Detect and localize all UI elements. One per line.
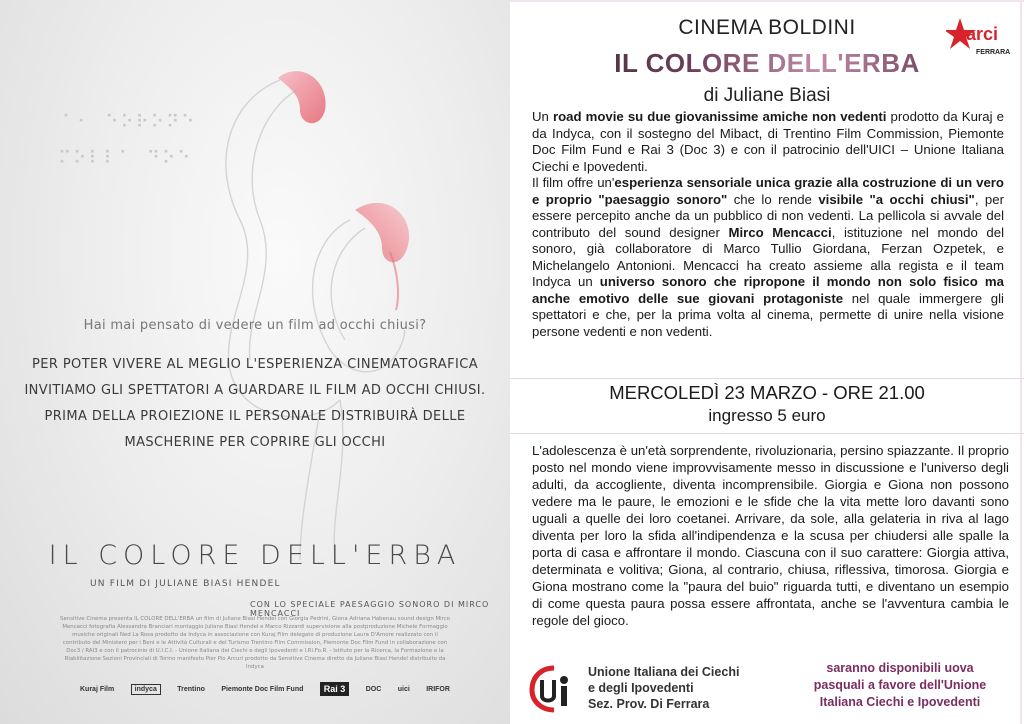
section-divider	[510, 433, 1024, 434]
easter-line: pasquali a favore dell'Unione	[813, 678, 987, 692]
film-title: IL COLORE DELL'ERBA	[510, 48, 1024, 79]
braille-text-1: ⠁⠂ ⠑⠕⠗⠕⠝⠑	[62, 112, 197, 133]
sponsor-logo: IRIFOR	[426, 685, 450, 693]
description-text: , istituzione nel mondo del sonoro, già collaboratore di Marco Tullio Giordana, Ferzan Ozpetek, e Michelangelo Antonioni. Mencacci ha creato assieme alla regista e il team Indyca un	[532, 224, 1004, 289]
uici-line: e degli Ipovedenti	[588, 681, 694, 695]
invite-line: INVITIAMO GLI SPETTATORI A GUARDARE IL FILM AD OCCHI CHIUSI.	[24, 383, 486, 398]
film-description	[532, 109, 1004, 340]
uici-line: Sez. Prov. Di Ferrara	[588, 697, 710, 711]
sponsor-logos	[80, 674, 450, 704]
invite-line: PRIMA DELLA PROIEZIONE IL PERSONALE DISTRIBUIRÀ DELLE	[44, 409, 466, 424]
film-poster	[0, 0, 510, 724]
arci-city: FERRARA	[976, 49, 1011, 56]
event-datetime: MERCOLEDÌ 23 MARZO - ORE 21.00	[609, 382, 925, 403]
poster-sound-credit: CON LO SPECIALE PAESAGGIO SONORO DI MIRCO MENCACCI	[250, 600, 490, 618]
sponsor-logo: Piemonte Doc Film Fund	[221, 685, 304, 693]
description-emphasis: road movie su due giovanissime amiche non vedenti	[552, 109, 887, 124]
description-text: nel quale immergere gli spettatori e che, per la prima volta al cinema, permette di unire nella visione persone vedenti e non vedenti.	[532, 290, 1004, 339]
sponsor-logo: Kuraj Film	[80, 685, 115, 693]
sponsor-logo: Rai 3	[320, 682, 350, 696]
viewing-invitation	[18, 352, 492, 456]
sponsor-logo: Trentino	[177, 685, 205, 693]
description-text: , per essere percepito anche da un pubblico di non vedenti. La pellicola si avvale del contributo del sound designer	[532, 191, 1004, 240]
sponsor-logo: uici	[397, 685, 410, 693]
easter-line: saranno disponibili uova	[826, 661, 974, 675]
info-panel	[510, 0, 1024, 724]
sponsor-logo: DOC	[365, 685, 382, 693]
arci-logo	[946, 14, 1014, 60]
description-emphasis: esperienza sensoriale unica grazie alla costruzione di un vero e proprio "paesaggio sonoro"	[532, 175, 1004, 207]
poster-tagline: Hai mai pensato di vedere un film ad occhi chiusi?	[83, 318, 427, 333]
poster-title: IL COLORE DELL'ERBA	[48, 540, 462, 571]
description-emphasis: visibile "a occhi chiusi"	[818, 191, 975, 207]
poster-subtitle: UN FILM DI JULIANE BIASI HENDEL	[90, 579, 281, 589]
description-emphasis: Mirco Mencacci	[728, 224, 832, 240]
invite-line: PER POTER VIVERE AL MEGLIO L'ESPERIENZA CINEMATOGRAFICA	[32, 357, 478, 372]
easter-line: Italiana Ciechi e Ipovedenti	[819, 695, 981, 709]
description-text: prodotto da Kuraj e da Indyca, con il sostegno del Mibact, di Trentino Film Commission, Piemonte Doc Film Fund e Rai 3 (Doc 3) e con il patrocinio dell'UICI – Unione Italiana Ciechi e Ipovedenti.	[532, 109, 1004, 174]
uici-logo	[528, 664, 580, 714]
invite-line: MASCHERINE PER COPRIRE GLI OCCHI	[124, 435, 386, 450]
sponsor-logo: indyca	[131, 684, 161, 695]
description-text: che lo rende	[727, 191, 819, 207]
braille-text-2: ⠍⠕⠇⠇⠁ ⠙⠕⠑	[58, 148, 193, 169]
uici-name	[588, 664, 739, 712]
easter-eggs-note	[790, 660, 1010, 711]
film-director: di Juliane Biasi	[703, 85, 831, 106]
section-divider	[510, 378, 1024, 379]
uici-line: Unione Italiana dei Ciechi	[588, 665, 740, 679]
arci-wordmark: arci	[966, 24, 999, 44]
description-emphasis: universo sonoro che ripropone il mondo non solo fisico ma anche emotivo delle sue giovani protagoniste	[532, 274, 1004, 306]
poster-credits-block: Sensitive Cinema presenta IL COLORE DELL'ERBA un film di Juliane Biasi Hendel con Giorgia Pedrini, Giona Adriana Habenau sound design Mirco Mencacci fotografia Alessandra Branciari montaggio Juliane Biasi Hendel e Marco Rizzardi supervisione alla postproduzione Michele Formaggio musiche originali Ned La Rosa prodotto da Indyca in associazione con Kuraj Film delegato di produzione Laura D'Amore realizzato con il contributo del Ministero per i Beni e le Attività Culturali e del Turismo Trentino Film Commission, Piemonte Doc Film Fund in collaborazione con Doc3 / RAI3 e con il patrocinio di U.I.C.I. - Unione Italiana dei Ciechi e degli Ipovedenti e I.Ri.Fo.R. - Istituto per la Ricerca, la Formazione e la Riabilitazione Sezioni Provinciali di Torino manifesto Pier Pio Arcuri prodotto da Sensitive Cinema diretto da Juliane Biasi Hendel distribuito da Indyca	[60, 616, 450, 670]
description-text: Un	[532, 109, 553, 124]
event-price: ingresso 5 euro	[708, 406, 826, 425]
description-text: Il film offre un'	[532, 175, 615, 190]
cinema-name: CINEMA BOLDINI	[678, 16, 856, 39]
film-synopsis: L'adolescenza è un'età sorprendente, rivoluzionaria, persino spiazzante. Il proprio posto nel mondo viene improvvisamente messo in discussione e l'universo degli adulti, da accogliente, diventa incomprensibile. Giorgia e Giona non possono vedere ma le paure, le emozioni e le sfide che la vita mette loro davanti sono uguali a quelle dei loro coetanei. Arrivare, da sole, alla gelateria in riva al lago diventa per loro la sfida all'indipendenza e la scusa per chiudersi alle spalle la porta di casa e affrontare il mondo. Ciascuna con il suo carattere: Giorgia attiva, determinata e volitiva; Giona, al contrario, chiusa, riflessiva, timorosa. Giorgia e Giona mostrano come la "paura del buio" riguarda tutti, e diventano un esempio di come questa paura possa essere affrontata, anche se l'avventura cambia le regole del gioco.	[532, 443, 1009, 628]
